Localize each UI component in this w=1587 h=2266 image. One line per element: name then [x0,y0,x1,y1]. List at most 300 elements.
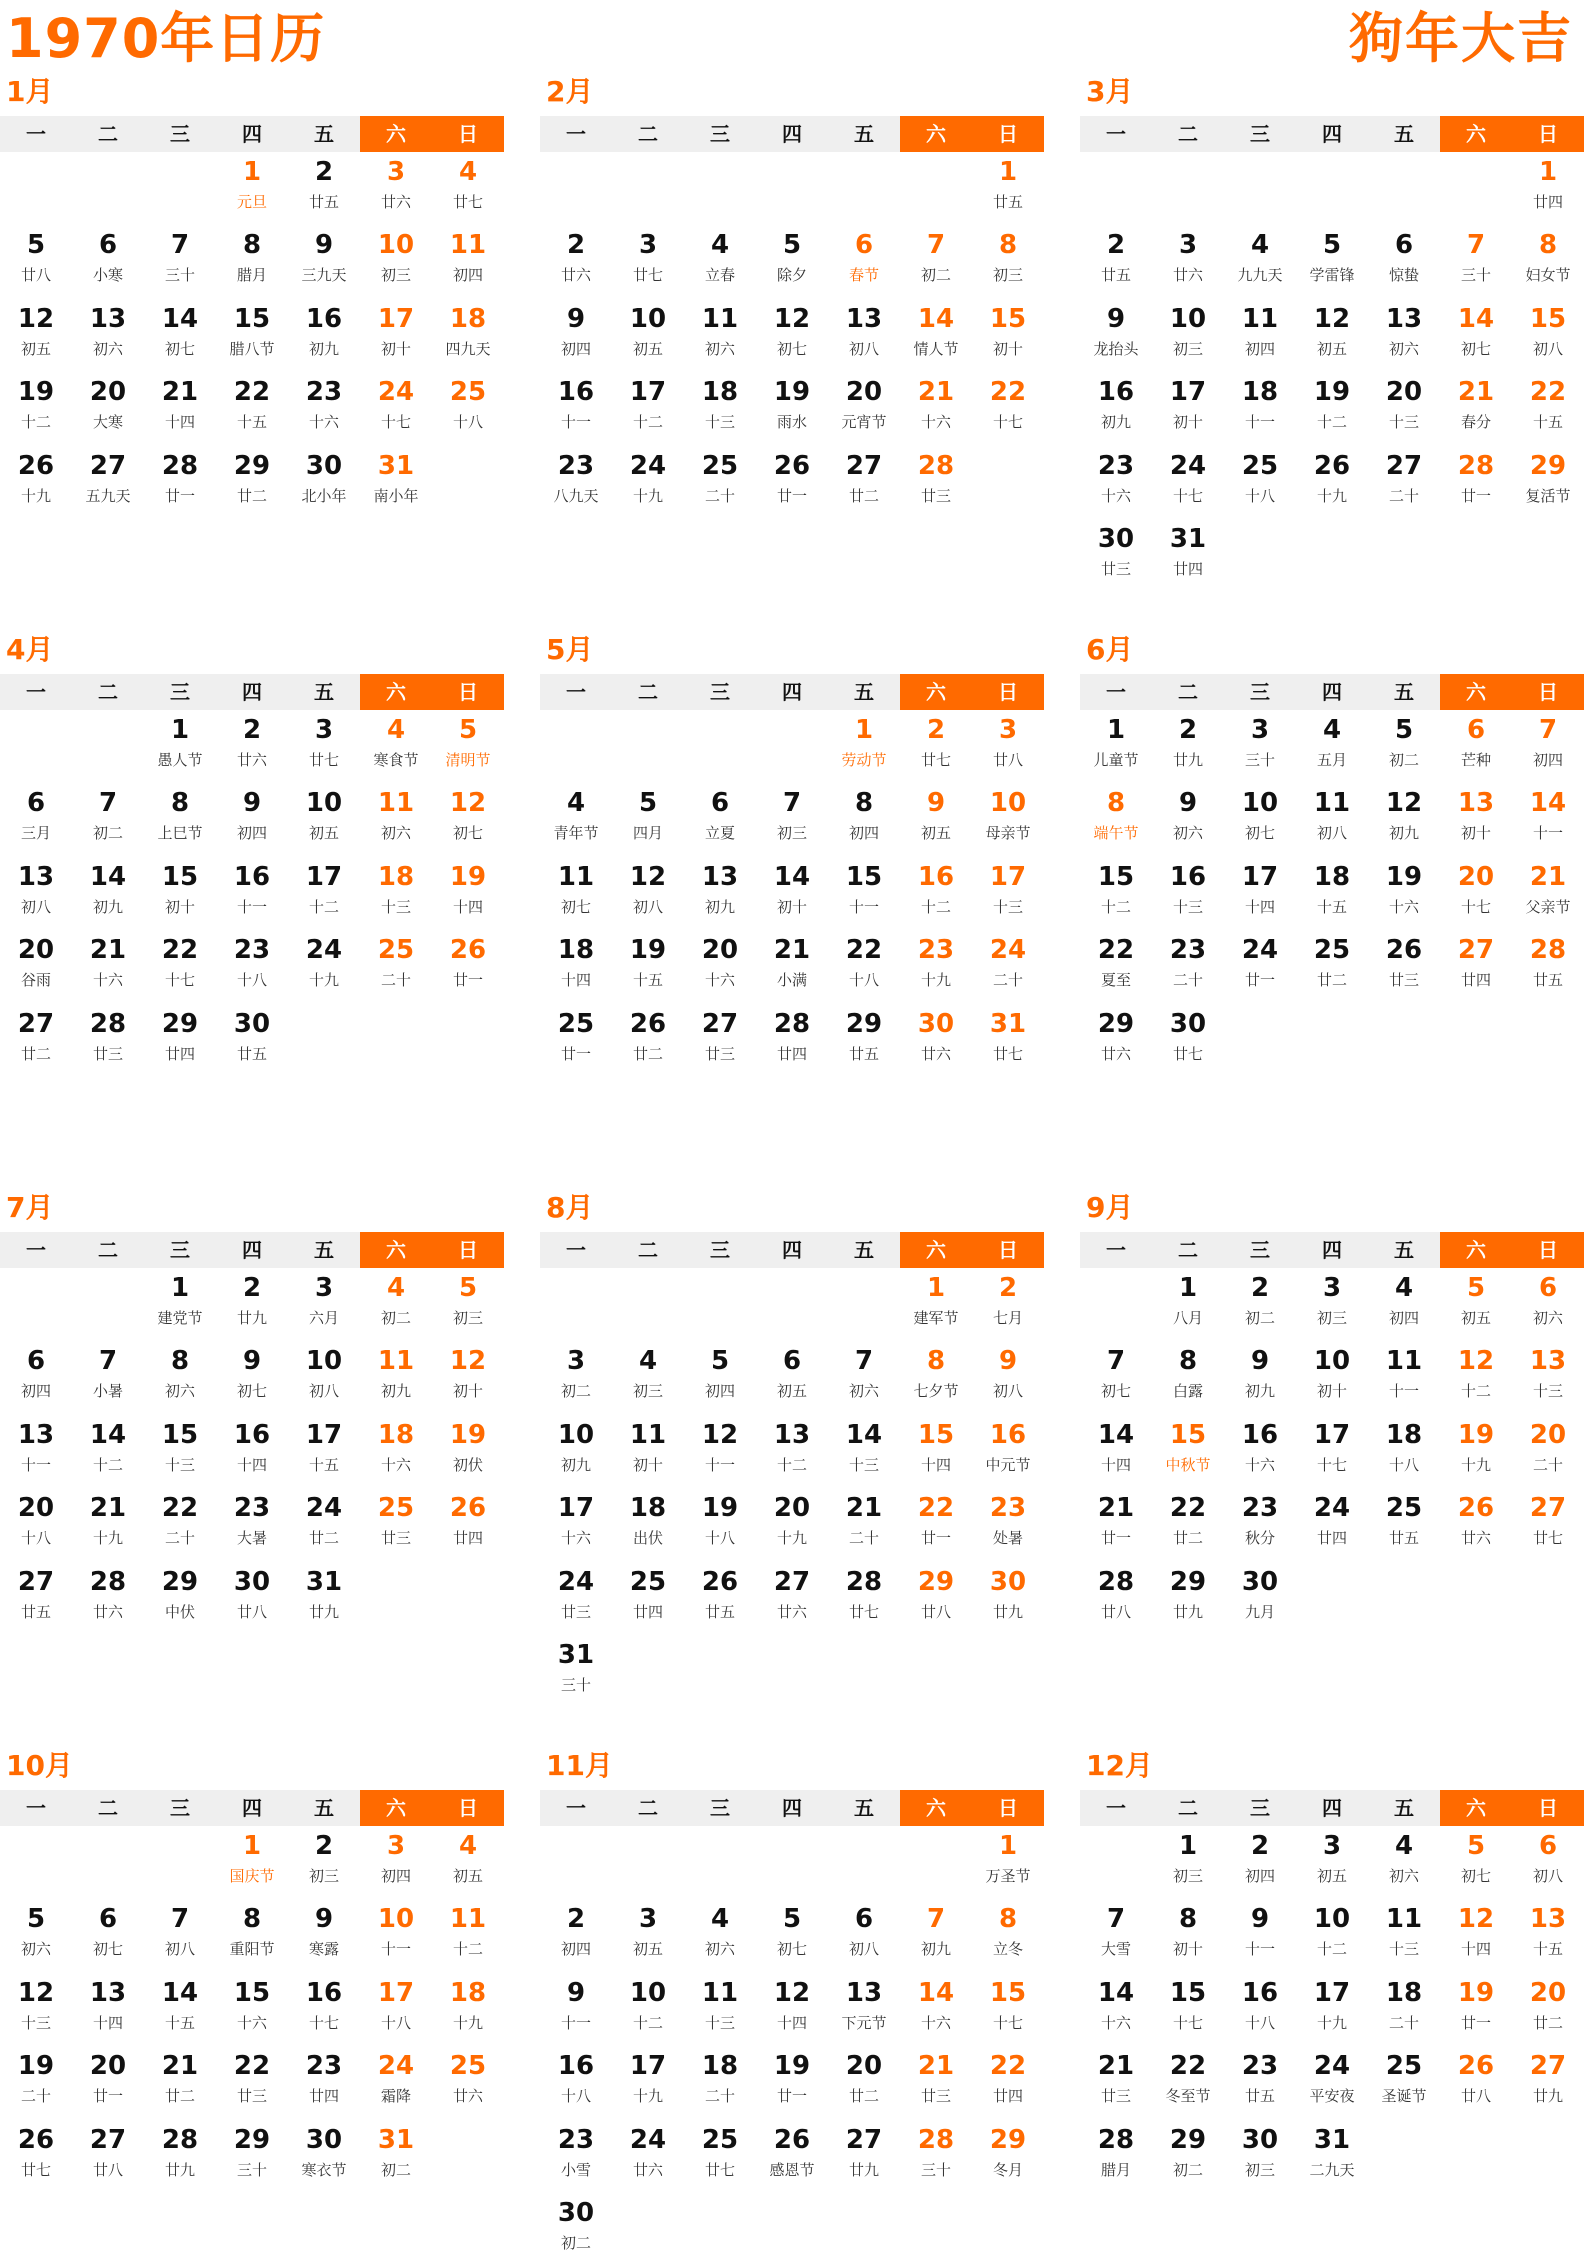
lunar-note: 廿七 [1532,1529,1563,1548]
day-number: 11 [1385,1346,1423,1377]
lunar-note: 元旦 [236,193,267,211]
day-number: 11 [1385,1904,1423,1935]
day-number: 23 [305,377,343,408]
lunar-note: 十一 [848,897,879,916]
weekday-header [540,1790,1046,1826]
lunar-note: 寒露 [308,1940,339,1959]
day-number: 3 [1178,230,1198,261]
empty-day-cell [0,152,72,225]
lunar-note: 十六 [236,2013,267,2032]
lunar-note: 十七 [1172,2013,1203,2032]
lunar-note: 三十 [164,266,195,285]
day-number: 14 [161,303,199,334]
day-cell [828,299,900,372]
day-number: 15 [1169,1419,1207,1450]
day-number: 30 [989,1566,1027,1597]
lunar-note: 初五 [452,1867,483,1885]
lunar-note: 初六 [848,1382,879,1401]
day-number: 4 [710,1904,730,1935]
day-cell [216,1488,288,1561]
lunar-note: 初十 [992,339,1023,358]
day-cell [432,2046,504,2119]
day-cell [0,2046,72,2119]
lunar-note: 廿三 [920,486,951,505]
lunar-note: 廿五 [308,193,339,211]
day-number: 28 [1457,450,1495,481]
day-number: 14 [161,1977,199,2008]
lunar-note: 廿一 [1100,1529,1131,1548]
weekday-label: 二 [1152,674,1224,710]
month-title: 8月 [546,1191,594,1224]
day-number: 26 [773,450,811,481]
day-number: 23 [233,935,271,966]
day-cell [1368,1488,1440,1561]
day-number: 2 [998,1273,1018,1303]
weekday-label: 一 [540,116,612,152]
lunar-note: 元宵节 [841,413,887,432]
day-number: 26 [449,1493,487,1524]
day-number: 31 [377,450,415,481]
lunar-note: 廿二 [848,2087,879,2106]
lunar-note: 初十 [380,339,411,358]
day-number: 5 [782,1904,802,1935]
weekday-label: 二 [1152,1232,1224,1268]
lunar-note: 建军节 [913,1309,959,1327]
day-number: 24 [629,2124,667,2155]
weekday-label: 三 [144,1790,216,1826]
lunar-note: 廿三 [92,1044,123,1063]
weekday-label: 一 [1080,674,1152,710]
day-cell [1080,1562,1152,1635]
day-cell [756,225,828,298]
day-cell [756,299,828,372]
lunar-note: 寒食节 [373,751,419,769]
day-number: 11 [1241,303,1279,334]
lunar-note: 初二 [380,1309,411,1327]
day-cell [432,225,504,298]
lunar-note: 三十 [236,2160,267,2179]
empty-day-cell [828,1268,900,1341]
day-cell [1080,2046,1152,2119]
day-number: 4 [638,1346,658,1377]
lunar-note: 十一 [560,2013,591,2032]
lunar-note: 霜降 [380,2087,411,2106]
lunar-note: 初九 [1244,1382,1275,1401]
day-number: 23 [305,2051,343,2082]
day-cell [1296,372,1368,445]
day-cell [360,1415,432,1488]
weekday-label: 一 [0,116,72,152]
day-number: 14 [773,861,811,892]
lunar-note: 初八 [992,1382,1023,1401]
lunar-note: 廿一 [776,486,807,505]
empty-day-cell [900,152,972,225]
day-cell [1368,930,1440,1003]
lunar-note: 十七 [992,413,1023,432]
lunar-note: 十七 [1316,1455,1347,1474]
day-cell [612,1899,684,1972]
day-number: 5 [1322,230,1342,261]
day-cell [72,299,144,372]
day-cell [1440,446,1512,519]
day-number: 2 [314,157,334,187]
lunar-note: 十八 [380,2013,411,2032]
lunar-note: 二十 [164,1529,195,1548]
weekday-label: 二 [612,1790,684,1826]
day-number: 18 [377,861,415,892]
day-number: 13 [89,1977,127,2008]
day-cell [1080,857,1152,930]
day-cell [1512,1341,1584,1414]
lunar-note: 十六 [1100,486,1131,505]
empty-day-cell [756,710,828,783]
weekday-label: 三 [1224,116,1296,152]
day-number: 18 [701,2051,739,2082]
day-cell [540,857,612,930]
day-number: 5 [638,788,658,819]
day-cell [0,930,72,1003]
lunar-note: 二九天 [1309,2160,1355,2179]
day-number: 28 [773,1008,811,1039]
day-number: 9 [998,1346,1018,1377]
lunar-note: 廿五 [236,1044,267,1063]
lunar-note: 大雪 [1100,1940,1131,1959]
lunar-note: 廿三 [380,1529,411,1548]
lunar-note: 六月 [308,1309,339,1327]
lunar-note: 廿七 [992,1044,1023,1063]
empty-day-cell [0,1268,72,1341]
lunar-note: 二十 [704,486,735,505]
weekday-label: 日 [1512,674,1584,710]
day-cell [1152,446,1224,519]
day-number: 24 [305,1493,343,1524]
day-cell [1296,1341,1368,1414]
day-cell [828,1415,900,1488]
lunar-note: 十三 [1172,897,1203,916]
day-number: 6 [1538,1831,1558,1861]
day-number: 25 [701,2124,739,2155]
weekday-label: 一 [1080,1232,1152,1268]
day-cell [288,446,360,519]
day-cell [144,225,216,298]
day-number: 13 [845,1977,883,2008]
day-number: 22 [917,1493,955,1524]
day-cell [72,1004,144,1077]
lunar-note: 十一 [1244,413,1275,432]
day-cell [1296,930,1368,1003]
lunar-note: 廿一 [452,971,483,990]
lunar-note: 初三 [992,266,1023,285]
day-number: 14 [89,861,127,892]
day-cell [1152,1341,1224,1414]
day-cell [1224,446,1296,519]
day-number: 21 [845,1493,883,1524]
day-number: 14 [1097,1977,1135,2008]
day-cell [216,225,288,298]
day-number: 8 [242,230,262,261]
day-cell [216,1826,288,1899]
day-cell [1224,783,1296,856]
day-cell [288,1415,360,1488]
day-number: 17 [629,377,667,408]
day-cell [972,299,1044,372]
day-number: 13 [1529,1346,1567,1377]
day-cell [144,1488,216,1561]
lunar-note: 廿九 [1172,751,1203,769]
lunar-note: 十四 [1244,897,1275,916]
day-number: 19 [773,377,811,408]
day-number: 15 [161,861,199,892]
lunar-note: 廿九 [1172,1602,1203,1621]
day-number: 3 [638,1904,658,1935]
day-number: 20 [773,1493,811,1524]
day-cell [1512,1973,1584,2046]
day-number: 4 [458,157,478,187]
weekday-label: 六 [900,1232,972,1268]
day-number: 3 [386,1831,406,1861]
weekday-label: 日 [1512,1232,1584,1268]
day-cell [360,446,432,519]
lunar-note: 九月 [1244,1602,1275,1621]
day-number: 2 [242,1273,262,1303]
lunar-note: 二十 [1388,2013,1419,2032]
day-number: 24 [1169,450,1207,481]
day-number: 22 [989,377,1027,408]
day-cell [684,2046,756,2119]
page-slogan: 狗年大吉 [1349,7,1573,70]
day-number: 15 [989,1977,1027,2008]
day-cell [360,2120,432,2193]
lunar-note: 十二 [452,1940,483,1959]
lunar-note: 初五 [1316,339,1347,358]
lunar-note: 十三 [1388,1940,1419,1959]
weekday-label: 一 [540,1232,612,1268]
weekday-label: 一 [1080,1790,1152,1826]
lunar-note: 小寒 [92,266,123,285]
lunar-note: 十六 [1388,897,1419,916]
day-cell [360,857,432,930]
lunar-note: 十一 [380,1940,411,1959]
lunar-note: 立冬 [992,1940,1023,1959]
lunar-note: 十四 [1460,1940,1491,1959]
lunar-note: 上巳节 [157,824,203,843]
day-number: 23 [989,1493,1027,1524]
day-cell [216,1341,288,1414]
lunar-note: 十九 [452,2013,483,2032]
day-number: 27 [17,1008,55,1039]
day-cell [216,710,288,783]
day-number: 24 [377,377,415,408]
lunar-note: 初九 [704,897,735,916]
day-number: 28 [89,1566,127,1597]
day-number: 12 [17,1977,55,2008]
empty-day-cell [1152,152,1224,225]
day-cell [144,1415,216,1488]
day-cell [972,1562,1044,1635]
lunar-note: 初六 [92,339,123,358]
lunar-note: 腊八节 [229,339,275,358]
lunar-note: 冬至节 [1165,2087,1211,2106]
lunar-note: 廿八 [992,751,1023,769]
day-cell [972,783,1044,856]
lunar-note: 十八 [1244,486,1275,505]
month-block [0,72,506,519]
month-block [1080,630,1586,1077]
day-number: 15 [1529,303,1567,334]
lunar-note: 青年节 [553,824,599,843]
empty-day-cell [756,1268,828,1341]
day-cell [1296,1899,1368,1972]
lunar-note: 廿三 [920,2087,951,2106]
lunar-note: 廿五 [1532,971,1563,990]
day-cell [1296,857,1368,930]
lunar-note: 初八 [848,339,879,358]
day-cell [828,225,900,298]
day-cell [1152,372,1224,445]
weekday-label: 三 [684,116,756,152]
month-title: 9月 [1086,1191,1134,1224]
lunar-note: 母亲节 [985,824,1031,843]
day-number: 6 [1466,715,1486,745]
lunar-note: 小满 [776,971,807,990]
day-cell [288,152,360,225]
empty-day-cell [684,1826,756,1899]
day-cell [828,2120,900,2193]
day-number: 16 [557,2051,595,2082]
lunar-note: 廿一 [92,2087,123,2106]
lunar-note: 十七 [164,971,195,990]
day-number: 24 [1313,2051,1351,2082]
day-cell [900,1899,972,1972]
day-number: 16 [1241,1977,1279,2008]
day-cell [360,152,432,225]
lunar-note: 十六 [1244,1455,1275,1474]
day-number: 19 [629,935,667,966]
day-number: 2 [242,715,262,745]
weekday-label: 五 [828,1232,900,1268]
day-cell [0,1488,72,1561]
day-number: 1 [998,1831,1018,1861]
weekday-label: 二 [72,674,144,710]
day-number: 21 [161,377,199,408]
day-number: 22 [1529,377,1567,408]
lunar-note: 十二 [1100,897,1131,916]
lunar-note: 小雪 [560,2160,591,2179]
day-number: 6 [854,230,874,261]
day-number: 9 [242,788,262,819]
lunar-note: 初伏 [452,1455,483,1474]
lunar-note: 初六 [1172,824,1203,843]
day-number: 15 [1169,1977,1207,2008]
lunar-note: 廿九 [992,1602,1023,1621]
lunar-note: 十五 [164,2013,195,2032]
day-cell [0,1562,72,1635]
lunar-note: 廿一 [1244,971,1275,990]
day-grid [540,1826,1046,2266]
lunar-note: 廿九 [1532,2087,1563,2106]
lunar-note: 廿六 [92,1602,123,1621]
day-number: 29 [1097,1008,1135,1039]
empty-day-cell [72,152,144,225]
month-block [0,1746,506,2193]
lunar-note: 复活节 [1525,486,1571,505]
day-cell [1512,1268,1584,1341]
day-number: 22 [845,935,883,966]
day-number: 17 [1313,1419,1351,1450]
lunar-note: 十九 [1316,2013,1347,2032]
day-number: 8 [170,788,190,819]
lunar-note: 廿五 [704,1602,735,1621]
day-number: 8 [998,230,1018,261]
lunar-note: 十二 [1316,413,1347,432]
lunar-note: 南小年 [373,486,419,505]
lunar-note: 七月 [992,1309,1023,1327]
weekday-header [0,116,506,152]
day-number: 9 [566,303,586,334]
day-cell [1224,1488,1296,1561]
lunar-note: 十五 [632,971,663,990]
weekday-label: 日 [432,116,504,152]
day-number: 26 [629,1008,667,1039]
day-cell [612,446,684,519]
day-number: 14 [89,1419,127,1450]
lunar-note: 十五 [1316,897,1347,916]
day-cell [0,1899,72,1972]
day-cell [900,1973,972,2046]
day-cell [216,783,288,856]
day-number: 9 [314,230,334,261]
day-number: 16 [305,1977,343,2008]
day-cell [612,225,684,298]
lunar-note: 廿五 [1244,2087,1275,2106]
day-cell [684,1415,756,1488]
day-cell [756,857,828,930]
lunar-note: 妇女节 [1525,266,1571,285]
day-number: 19 [1313,377,1351,408]
day-cell [1440,1899,1512,1972]
day-cell [1512,930,1584,1003]
day-cell [1224,710,1296,783]
day-cell [1080,372,1152,445]
weekday-label: 二 [72,1232,144,1268]
lunar-note: 初八 [20,897,51,916]
day-cell [756,446,828,519]
day-cell [144,446,216,519]
lunar-note: 十二 [920,897,951,916]
weekday-label: 五 [828,674,900,710]
day-number: 15 [1097,861,1135,892]
weekday-header [540,674,1046,710]
lunar-note: 十九 [92,1529,123,1548]
lunar-note: 十九 [308,971,339,990]
day-cell [972,372,1044,445]
day-number: 10 [1313,1904,1351,1935]
day-number: 13 [17,1419,55,1450]
day-cell [828,1973,900,2046]
weekday-label: 三 [1224,1790,1296,1826]
day-number: 8 [1178,1346,1198,1377]
lunar-note: 十一 [1388,1382,1419,1401]
day-number: 3 [314,1273,334,1303]
lunar-note: 廿六 [1100,1044,1131,1063]
month-title: 3月 [1086,75,1134,108]
lunar-note: 二十 [380,971,411,990]
day-cell [540,1004,612,1077]
day-cell [288,225,360,298]
day-number: 29 [989,2124,1027,2155]
day-number: 3 [1322,1273,1342,1303]
day-number: 1 [170,1273,190,1303]
